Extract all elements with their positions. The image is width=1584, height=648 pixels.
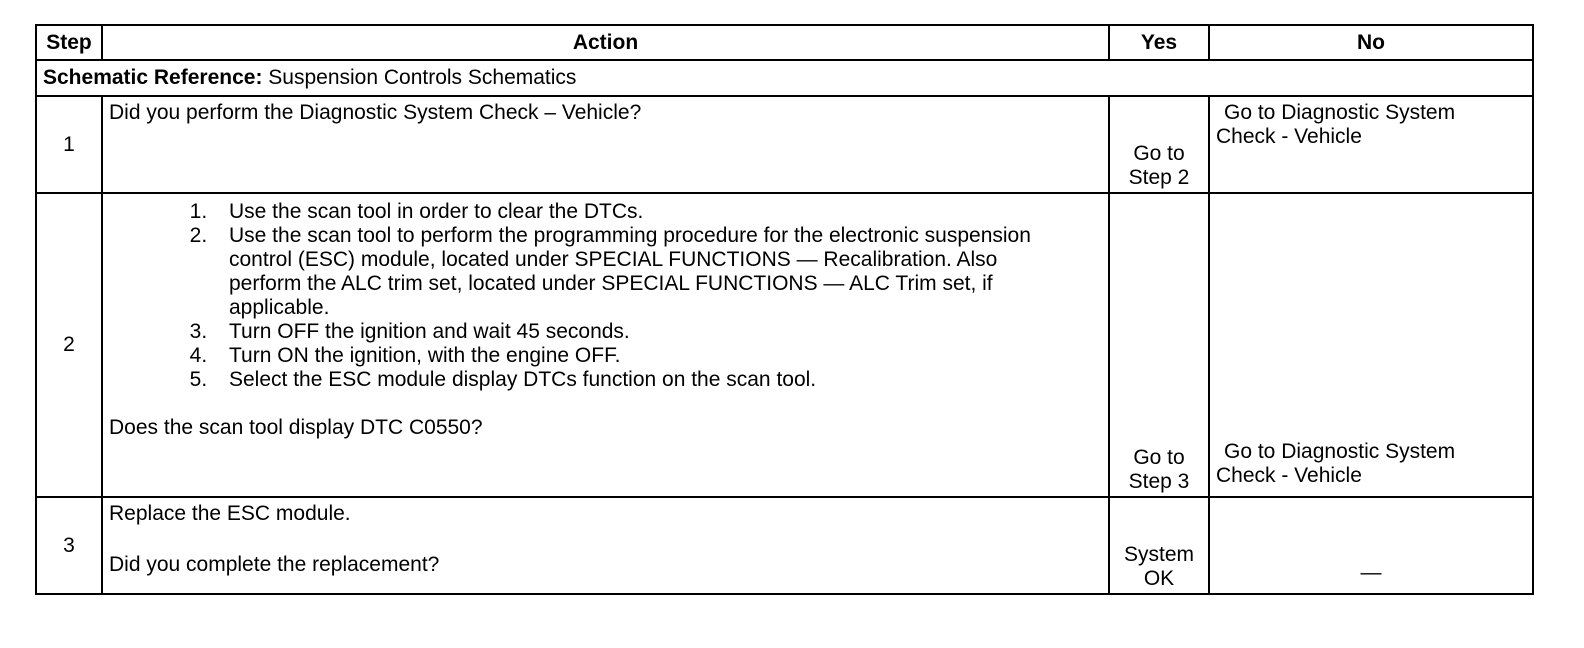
schematic-reference-row	[36, 60, 1533, 96]
procedure-item: 3. Turn OFF the ignition and wait 45 seconds.	[213, 320, 1102, 344]
procedure-item: 2. Use the scan tool to perform the programming procedure for the electronic suspension control (ESC) module, located under SPECIAL FUNCTIONS — Recalibration. Also perform the ALC trim set, located under SPECIAL FUNCTIONS — ALC Trim set, if applicable.	[213, 224, 1102, 320]
no-line-1: Go to Diagnostic System	[1224, 101, 1456, 124]
procedure-item: 5. Select the ESC module display DTCs function on the scan tool.	[213, 368, 1102, 392]
step-number: 2	[36, 193, 102, 497]
no-dash: —	[1360, 561, 1382, 584]
step-instruction: Replace the ESC module.	[109, 502, 351, 525]
header-no: No	[1209, 25, 1533, 60]
no-line-2: Check - Vehicle	[1216, 464, 1362, 487]
header-row	[36, 25, 1533, 60]
diagnostic-table	[35, 24, 1534, 595]
procedure-item: 1. Use the scan tool in order to clear the DTCs.	[213, 200, 1102, 224]
yes-line-2: Step 2	[1128, 166, 1190, 189]
yes-line-1: System	[1123, 543, 1194, 566]
schematic-reference-text: Suspension Controls Schematics	[262, 66, 577, 89]
step-number: 1	[36, 96, 102, 193]
yes-line-1: Go to	[1133, 446, 1185, 469]
no-cell	[1209, 497, 1533, 594]
step-question: Does the scan tool display DTC C0550?	[109, 416, 483, 439]
no-line-2: Check - Vehicle	[1216, 125, 1362, 148]
no-cell	[1209, 193, 1533, 497]
yes-line-2: Step 3	[1128, 470, 1190, 493]
action-cell	[102, 193, 1109, 497]
procedure-list	[109, 200, 1102, 392]
schematic-reference-label: Schematic Reference:	[43, 66, 263, 89]
action-cell	[102, 497, 1109, 594]
no-line-1: Go to Diagnostic System	[1224, 440, 1456, 463]
schematic-reference	[36, 60, 1533, 96]
step-row-3	[36, 497, 1533, 594]
step-question: Did you perform the Diagnostic System Check – Vehicle?	[109, 101, 642, 124]
procedure-item: 4. Turn ON the ignition, with the engine OFF.	[213, 344, 1102, 368]
step-question: Did you complete the replacement?	[109, 553, 440, 576]
yes-line-2: OK	[1143, 567, 1175, 590]
header-yes: Yes	[1109, 25, 1209, 60]
yes-cell	[1109, 193, 1209, 497]
yes-cell	[1109, 96, 1209, 193]
no-cell	[1209, 96, 1533, 193]
action-cell	[102, 96, 1109, 193]
step-number: 3	[36, 497, 102, 594]
step-row-1	[36, 96, 1533, 193]
yes-cell	[1109, 497, 1209, 594]
step-row-2	[36, 193, 1533, 497]
header-action: Action	[102, 25, 1109, 60]
yes-line-1: Go to	[1133, 142, 1185, 165]
header-step: Step	[36, 25, 102, 60]
